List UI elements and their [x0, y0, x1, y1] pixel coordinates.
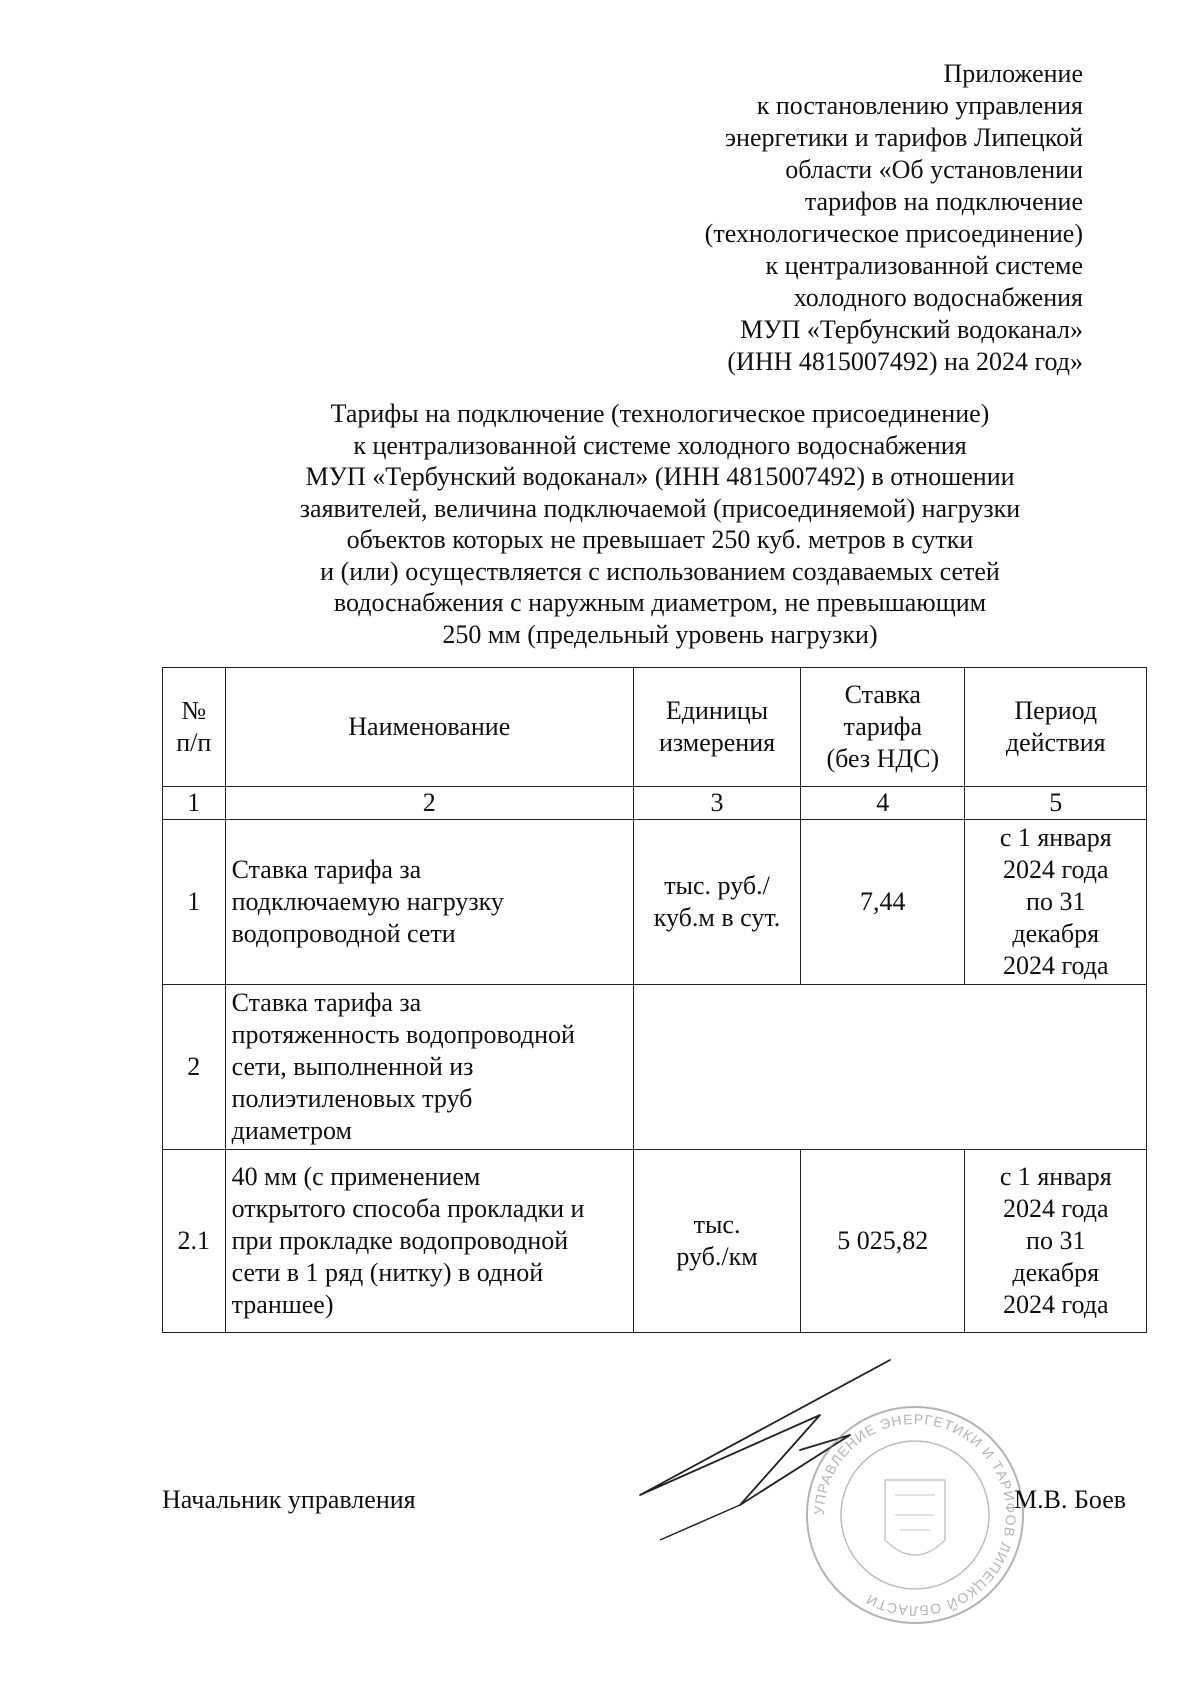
header-name: [225, 668, 633, 787]
row-name-line: 40 мм (с применением: [231, 1162, 481, 1191]
header-units: [633, 668, 800, 787]
row-name-line: Ставка тарифа за: [231, 988, 422, 1017]
row-name-line: открытого способа прокладки и: [231, 1194, 585, 1223]
appendix-line: холодного водоснабжения: [793, 283, 1083, 312]
row-name-line: диаметром: [231, 1116, 352, 1145]
row-name: [225, 985, 633, 1150]
table-row: [163, 1150, 1147, 1333]
column-number: 5: [965, 787, 1147, 820]
row-units: [633, 1150, 800, 1333]
title-line: к централизованной системе холодного водоснабжения: [353, 430, 967, 460]
row-name-line: сети, выполненной из: [231, 1052, 474, 1081]
title-line: и (или) осуществляется с использованием создаваемых сетей: [320, 556, 1000, 586]
seal-text: УПРАВЛЕНИЕ ЭНЕРГЕТИКИ И ТАРИФОВ ЛИПЕЦКОЙ ОБЛАСТИ: [810, 1410, 1020, 1620]
document-title: [160, 398, 1160, 650]
signer-name: М.В. Боев: [1014, 1485, 1127, 1514]
row-period-line: декабря: [1012, 919, 1100, 948]
title-line: 250 мм (предельный уровень нагрузки): [442, 619, 878, 649]
table-header-row: [163, 668, 1147, 787]
header-rate: [801, 668, 965, 787]
official-seal: [800, 1400, 1030, 1630]
row-name-line: протяженность водопроводной: [231, 1020, 575, 1049]
table-row: [163, 985, 1147, 1150]
column-number: 2: [225, 787, 633, 820]
row-period: [965, 820, 1147, 985]
row-name-line: водопроводной сети: [231, 919, 456, 948]
appendix-line: области «Об установлении: [785, 155, 1083, 184]
row-period-line: 2024 года: [1002, 1194, 1109, 1223]
row-rate: 7,44: [801, 820, 965, 985]
row-name: [225, 820, 633, 985]
appendix-line: (технологическое присоединение): [704, 219, 1083, 248]
appendix-line: (ИНН 4815007492) на 2024 год»: [727, 347, 1083, 376]
row-period-line: декабря: [1012, 1258, 1100, 1287]
row-period-line: 2024 года: [1002, 951, 1109, 980]
signer-position: Начальник управления: [162, 1485, 416, 1514]
row-period-line: с 1 января: [999, 1162, 1112, 1191]
appendix-line: энергетики и тарифов Липецкой: [724, 123, 1083, 152]
appendix-line: к централизованной системе: [765, 251, 1083, 280]
header-period-line: Период: [1014, 696, 1098, 725]
appendix-line: Приложение: [943, 59, 1083, 88]
header-rate-line: тарифа: [843, 712, 923, 741]
row-number: 1: [163, 820, 226, 985]
row-units-line: куб.м в сут.: [653, 903, 781, 932]
appendix-line: тарифов на подключение: [804, 187, 1083, 216]
row-period-line: 2024 года: [1002, 855, 1109, 884]
row-units-line: тыс. руб./: [664, 871, 770, 900]
appendix-line: к постановлению управления: [756, 91, 1083, 120]
appendix-line: МУП «Тербунский водоканал»: [740, 315, 1083, 344]
row-empty-merged: [633, 985, 1146, 1150]
row-units: [633, 820, 800, 985]
header-units-line: Единицы: [665, 696, 769, 725]
row-number: 2: [163, 985, 226, 1150]
row-rate: 5 025,82: [801, 1150, 965, 1333]
row-units-line: руб./км: [676, 1242, 758, 1271]
row-period-line: 2024 года: [1002, 1290, 1109, 1319]
column-number: 1: [163, 787, 226, 820]
header-rate-line: (без НДС): [826, 744, 940, 773]
header-period-line: действия: [1005, 728, 1106, 757]
header-period: [965, 668, 1147, 787]
header-number-line: №: [181, 696, 207, 725]
table-row: [163, 820, 1147, 985]
row-period-line: по 31: [1026, 887, 1086, 916]
header-rate-line: Ставка: [844, 680, 921, 709]
title-line: МУП «Тербунский водоканал» (ИНН 4815007492) в отношении: [305, 462, 1015, 491]
row-name-line: Ставка тарифа за: [231, 855, 422, 884]
row-name-line: подключаемую нагрузку: [231, 887, 504, 916]
appendix-block: [523, 58, 1083, 378]
header-name-line: Наименование: [348, 712, 511, 741]
tariffs-table: [162, 667, 1147, 1333]
row-period: [965, 1150, 1147, 1333]
title-line: Тарифы на подключение (технологическое присоединение): [330, 399, 990, 428]
row-name: [225, 1150, 633, 1333]
row-number: 2.1: [163, 1150, 226, 1333]
row-name-line: сети в 1 ряд (нитку) в одной: [231, 1258, 544, 1287]
row-period-line: с 1 января: [999, 823, 1112, 852]
title-line: водоснабжения с наружным диаметром, не превышающим: [333, 588, 987, 617]
row-name-line: полиэтиленовых труб: [231, 1084, 473, 1113]
column-number-row: [163, 787, 1147, 820]
row-units-line: тыс.: [693, 1210, 741, 1239]
column-number: 3: [633, 787, 800, 820]
row-name-line: при прокладке водопроводной: [231, 1226, 569, 1255]
column-number: 4: [801, 787, 965, 820]
row-name-line: траншее): [231, 1290, 334, 1319]
header-number: [163, 668, 226, 787]
header-number-line: п/п: [176, 728, 212, 757]
title-line: заявителей, величина подключаемой (присоединяемой) нагрузки: [299, 493, 1021, 523]
header-units-line: измерения: [658, 728, 776, 757]
title-line: объектов которых не превышает 250 куб. метров в сутки: [346, 525, 974, 554]
row-period-line: по 31: [1026, 1226, 1086, 1255]
